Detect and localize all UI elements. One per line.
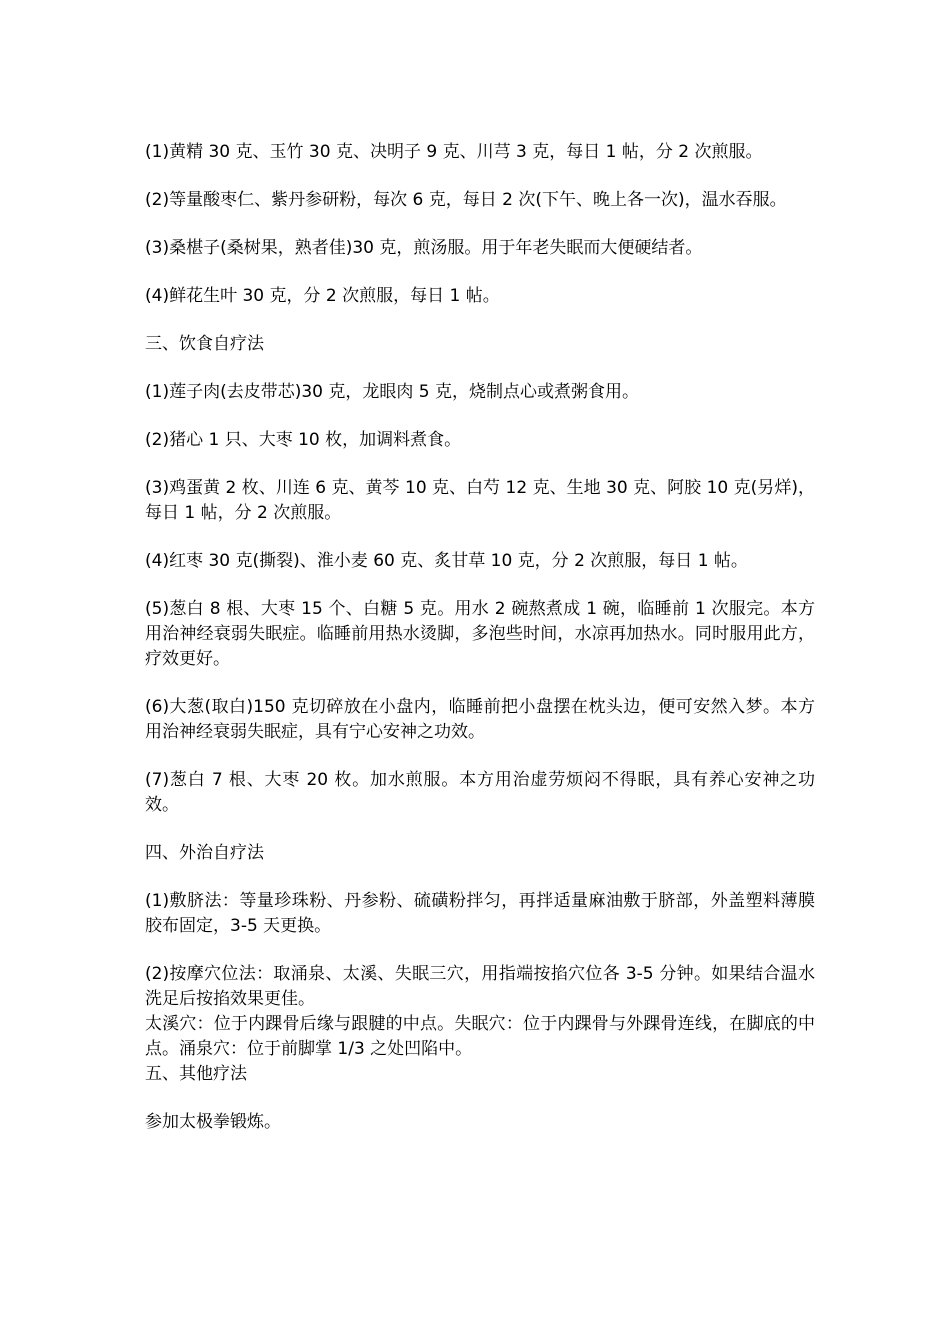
remedy-paragraph: (4)红枣 30 克(撕裂)、淮小麦 60 克、炙甘草 10 克，分 2 次煎服，每日 1 帖。 [145, 551, 748, 571]
remedy-paragraph: (5)葱白 8 根、大枣 15 个、白糖 5 克。用水 2 碗熬煮成 1 碗，临睡前 1 次服完。本方用治神经衰弱失眠症。临睡前用热水烫脚，多泡些时间，水凉再加热水。同时服用此方，疗效更好。 [145, 599, 815, 669]
remedy-paragraph: (2)按摩穴位法：取涌泉、太溪、失眠三穴，用指端按掐穴位各 3-5 分钟。如果结合温水洗足后按掐效果更佳。 [145, 964, 815, 1009]
document-page [145, 140, 815, 1158]
remedy-paragraph: (2)等量酸枣仁、紫丹参研粉，每次 6 克，每日 2 次(下午、晚上各一次)，温水吞服。 [145, 190, 787, 210]
remedy-paragraph: (3)桑椹子(桑树果，熟者佳)30 克，煎汤服。用于年老失眠而大便硬结者。 [145, 238, 703, 258]
remedy-paragraph: (1)敷脐法：等量珍珠粉、丹参粉、硫磺粉拌匀，再拌适量麻油敷于脐部，外盖塑料薄膜胶布固定，3-5 天更换。 [145, 891, 815, 936]
remedy-paragraph: (2)猪心 1 只、大枣 10 枚，加调料煮食。 [145, 430, 462, 450]
remedy-paragraph: (6)大葱(取白)150 克切碎放在小盘内，临睡前把小盘摆在枕头边，便可安然入梦。本方用治神经衰弱失眠症，具有宁心安神之功效。 [145, 697, 815, 742]
remedy-paragraph: (1)黄精 30 克、玉竹 30 克、决明子 9 克、川芎 3 克，每日 1 帖，分 2 次煎服。 [145, 142, 763, 162]
section-heading: 五、其他疗法 [145, 1064, 247, 1084]
section-heading: 三、饮食自疗法 [145, 334, 264, 354]
remedy-paragraph: (1)莲子肉(去皮带芯)30 克，龙眼肉 5 克，烧制点心或煮粥食用。 [145, 382, 640, 402]
remedy-paragraph: 参加太极拳锻炼。 [145, 1112, 281, 1132]
remedy-paragraph: (3)鸡蛋黄 2 枚、川连 6 克、黄芩 10 克、白芍 12 克、生地 30 克、阿胶 10 克(另烊)，每日 1 帖，分 2 次煎服。 [145, 478, 815, 523]
section-heading: 四、外治自疗法 [145, 843, 264, 863]
remedy-paragraph: (4)鲜花生叶 30 克，分 2 次煎服，每日 1 帖。 [145, 286, 500, 306]
remedy-paragraph: (7)葱白 7 根、大枣 20 枚。加水煎服。本方用治虚劳烦闷不得眠，具有养心安神之功效。 [145, 770, 815, 815]
acupoint-description: 太溪穴：位于内踝骨后缘与跟腱的中点。失眠穴：位于内踝骨与外踝骨连线，在脚底的中点。涌泉穴：位于前脚掌 1/3 之处凹陷中。 [145, 1014, 815, 1059]
